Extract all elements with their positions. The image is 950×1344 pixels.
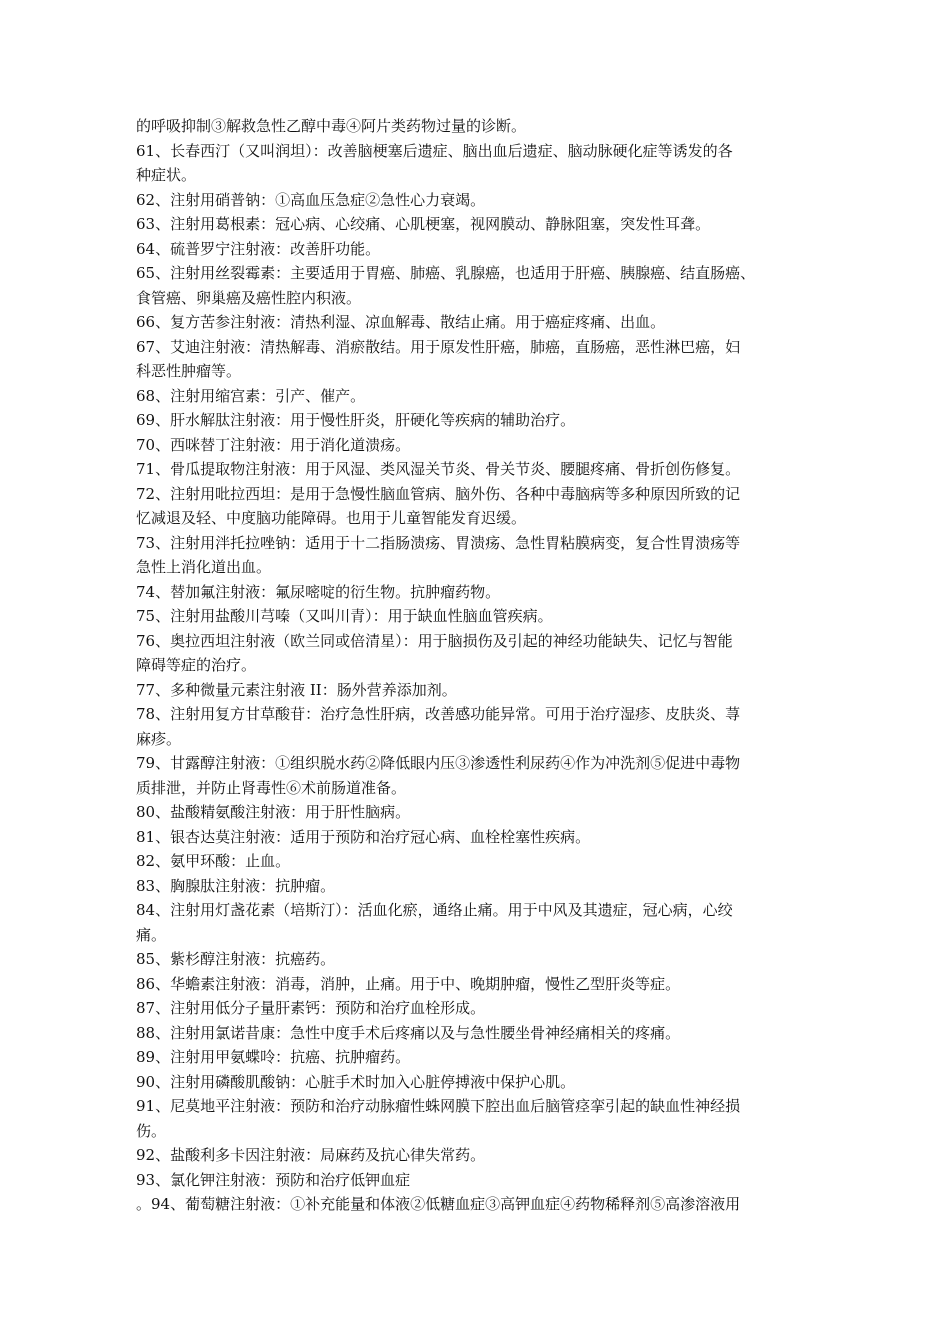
text-line: 81、银杏达莫注射液：适用于预防和治疗冠心病、血栓栓塞性疾病。: [136, 827, 591, 846]
text-line: 82、氨甲环酸：止血。: [136, 852, 291, 870]
text-line: 忆减退及轻、中度脑功能障碍。也用于儿童智能发育迟缓。: [136, 509, 527, 527]
text-line: 科恶性肿瘤等。: [136, 362, 242, 380]
text-line: 62、注射用硝普钠：①高血压急症②急性心力衰竭。: [136, 190, 486, 209]
text-line: 79、甘露醇注射液：①组织脱水药②降低眼内压③渗透性利尿药④作为冲洗剂⑤促进中毒物: [136, 754, 741, 772]
text-line: 89、注射用甲氨蝶呤：抗癌、抗肿瘤药。: [136, 1048, 411, 1066]
text-line: 92、盐酸利多卡因注射液：局麻药及抗心律失常药。: [136, 1146, 486, 1164]
text-line: 质排泄，并防止肾毒性⑥术前肠道准备。: [136, 778, 407, 797]
text-line: 73、注射用泮托拉唑钠：适用于十二指肠溃疡、胃溃疡、急性胃粘膜病变，复合性胃溃疡等: [136, 533, 741, 552]
text-line: 63、注射用葛根素：冠心病、心绞痛、心肌梗塞，视网膜动、静脉阻塞，突发性耳聋。: [136, 215, 711, 233]
text-line: 86、华蟾素注射液：消毒，消肿，止痛。用于中、晚期肿瘤，慢性乙型肝炎等症。: [136, 974, 681, 993]
text-line: 的呼吸抑制③解救急性乙醇中毒④阿片类药物过量的诊断。: [136, 117, 527, 135]
text-line: 65、注射用丝裂霉素：主要适用于胃癌、肺癌、乳腺癌，也适用于肝癌、胰腺癌、结直肠癌、: [136, 264, 756, 282]
text-line: 种症状。: [136, 166, 197, 184]
text-line: 67、艾迪注射液：清热解毒、消瘀散结。用于原发性肝癌，肺癌，直肠癌，恶性淋巴癌，妇: [136, 337, 741, 356]
text-line: 麻疹。: [136, 729, 182, 748]
text-line: 74、替加氟注射液：氟尿嘧啶的衍生物。抗肿瘤药物。: [136, 582, 501, 601]
text-line: 68、注射用缩宫素：引产、催产。: [136, 386, 366, 405]
text-line: 80、盐酸精氨酸注射液：用于肝性脑病。: [136, 803, 411, 821]
text-line: 90、注射用磷酸肌酸钠：心脏手术时加入心脏停搏液中保护心肌。: [136, 1072, 576, 1091]
text-line: 75、注射用盐酸川芎嗪（又叫川青）：用于缺血性脑血管疾病。: [136, 607, 553, 625]
document-body: [136, 114, 826, 1217]
text-line: 70、西咪替丁注射液：用于消化道溃疡。: [136, 435, 411, 454]
text-line: 84、注射用灯盏花素（培斯汀）：活血化瘀，通络止痛。用于中风及其遗症，冠心病，心绞: [136, 901, 733, 919]
text-line: 61、长春西汀（又叫润坦）：改善脑梗塞后遗症、脑出血后遗症、脑动脉硬化症等诱发的各: [136, 141, 733, 160]
text-line: 78、注射用复方甘草酸苷：治疗急性肝病，改善感功能异常。可用于治疗湿疹、皮肤炎、荨: [136, 705, 741, 723]
text-line: 伤。: [136, 1121, 167, 1140]
text-line: 障碍等症的治疗。: [136, 656, 257, 674]
text-line: 85、紫杉醇注射液：抗癌药。: [136, 950, 336, 968]
text-line: 71、骨瓜提取物注射液：用于风湿、类风湿关节炎、骨关节炎、腰腿疼痛、骨折创伤修复。: [136, 460, 741, 478]
text-line: 77、多种微量元素注射液 II：肠外营养添加剂。: [136, 680, 457, 699]
text-line: 64、硫普罗宁注射液：改善肝功能。: [136, 239, 381, 258]
text-line: 91、尼莫地平注射液：预防和治疗动脉瘤性蛛网膜下腔出血后脑管痉挛引起的缺血性神经损: [136, 1097, 741, 1115]
text-line: 。94、葡萄糖注射液：①补充能量和体液②低糖血症③高钾血症④药物稀释剂⑤高渗溶液用: [136, 1195, 741, 1213]
text-line: 72、注射用吡拉西坦：是用于急慢性脑血管病、脑外伤、各种中毒脑病等多种原因所致的记: [136, 484, 741, 503]
text-line: 93、氯化钾注射液：预防和治疗低钾血症: [136, 1170, 411, 1189]
text-line: 88、注射用氯诺昔康：急性中度手术后疼痛以及与急性腰坐骨神经痛相关的疼痛。: [136, 1023, 681, 1042]
text-line: 66、复方苦参注射液：清热利湿、凉血解毒、散结止痛。用于癌症疼痛、出血。: [136, 313, 666, 331]
text-line: 83、胸腺肽注射液：抗肿瘤。: [136, 876, 336, 895]
text-line: 食管癌、卵巢癌及癌性腔内积液。: [136, 288, 362, 307]
text-line: 痛。: [136, 925, 167, 944]
text-line: 69、肝水解肽注射液：用于慢性肝炎，肝硬化等疾病的辅助治疗。: [136, 411, 576, 429]
text-line: 76、奥拉西坦注射液（欧兰同或倍清星）：用于脑损伤及引起的神经功能缺失、记忆与智能: [136, 631, 733, 650]
text-line: 87、注射用低分子量肝素钙：预防和治疗血栓形成。: [136, 999, 486, 1017]
text-line: 急性上消化道出血。: [136, 558, 272, 576]
